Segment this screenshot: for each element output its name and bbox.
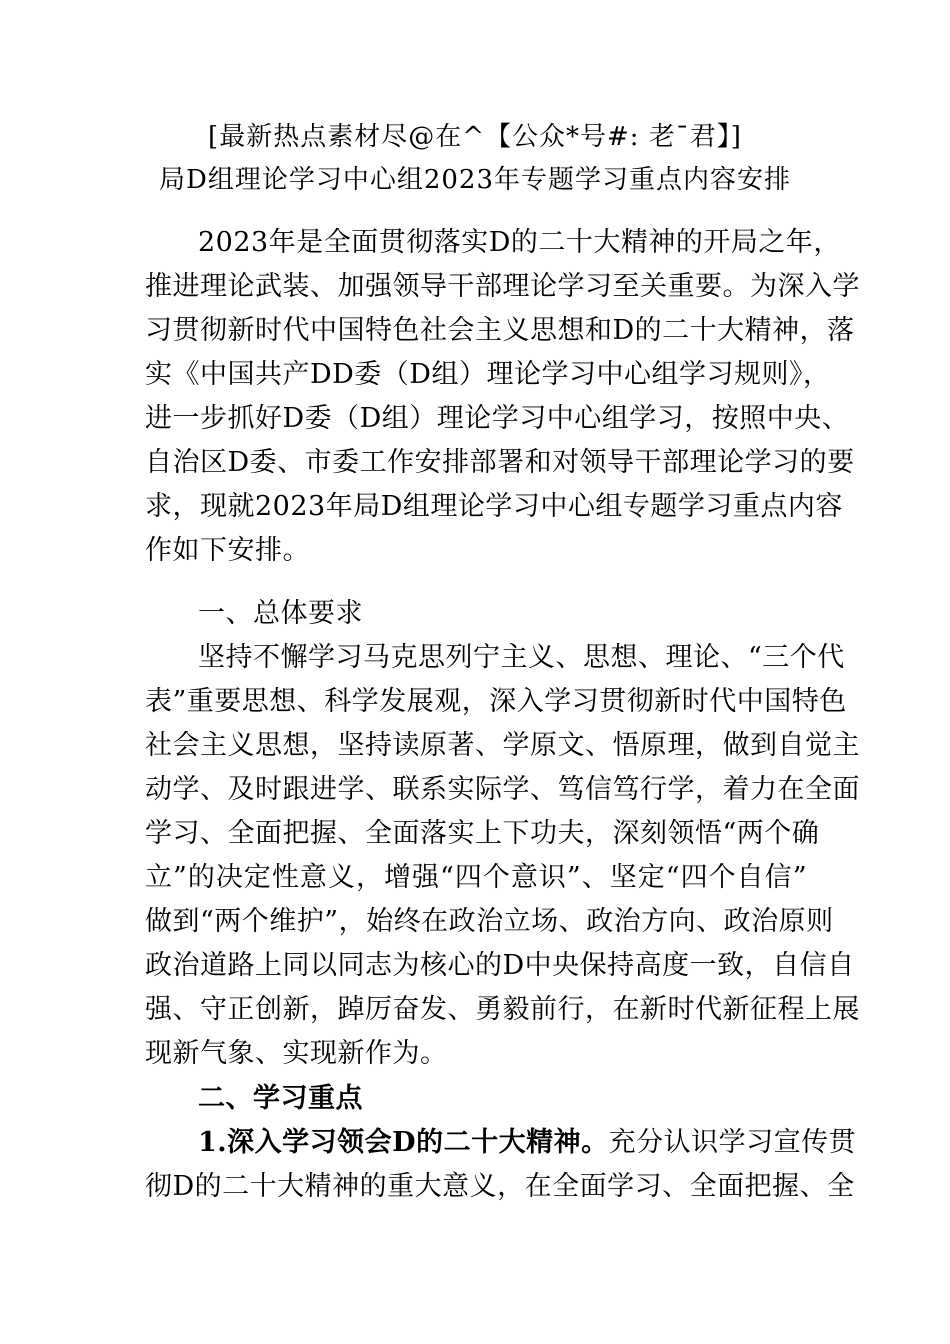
paragraph-line: 立”的决定性意义，增强“四个意识”、坚定“四个自信” xyxy=(145,862,807,893)
paragraph-line: 表”重要思想、科学发展观，深入学习贯彻新时代中国特色 xyxy=(145,686,847,717)
section-heading-general-requirements: 一、总体要求 xyxy=(198,598,363,629)
paragraph-line: 现新气象、实现新作为。 xyxy=(145,1038,448,1069)
section-heading-study-focus: 二、学习重点 xyxy=(198,1083,363,1114)
paragraph-line: 政治道路上同以同志为核心的D中央保持高度一致，自信自 xyxy=(145,950,855,981)
watermark-line: [最新热点素材尽@在^【公众*号#: 老¯君】] xyxy=(208,122,742,152)
paragraph-line: 进一步抓好D委（D组）理论学习中心组学习，按照中央、 xyxy=(145,403,850,434)
paragraph-line: 坚持不懈学习马克思列宁主义、思想、理论、“三个代 xyxy=(198,642,845,673)
paragraph-line: 作如下安排。 xyxy=(145,535,310,566)
paragraph-line: 动学、及时跟进学、联系实际学、笃信笃行学，着力在全面 xyxy=(145,774,860,805)
paragraph-line: 做到“两个维护”，始终在政治立场、政治方向、政治原则 xyxy=(145,906,834,937)
item1-text: 充分认识学习宣传贯 xyxy=(608,1127,857,1158)
paragraph-line: 实《中国共产DD委（D组）理论学习中心组学习规则》， xyxy=(145,359,831,390)
paragraph-line: 2023年是全面贯彻落实D的二十大精神的开局之年， xyxy=(198,227,841,258)
paragraph-line: 彻D的二十大精神的重大意义，在全面学习、全面把握、全 xyxy=(145,1171,855,1202)
paragraph-line: 习贯彻新时代中国特色社会主义思想和D的二十大精神，落 xyxy=(145,315,855,346)
paragraph-line: 推进理论武装、加强领导干部理论学习至关重要。为深入学 xyxy=(145,271,860,302)
paragraph-line: 学习、全面把握、全面落实上下功夫，深刻领悟“两个确 xyxy=(145,818,820,849)
item1-bold-title: 1.深入学习领会D的二十大精神。 xyxy=(198,1127,609,1158)
paragraph-line: 求，现就2023年局D组理论学习中心组专题学习重点内容 xyxy=(145,491,843,522)
item1-first-line xyxy=(198,1121,857,1165)
paragraph-line: 强、守正创新，踔厉奋发、勇毅前行，在新时代新征程上展 xyxy=(145,994,860,1025)
paragraph-line: 社会主义思想，坚持读原著、学原文、悟原理，做到自觉主 xyxy=(145,730,860,761)
document-title: 局D组理论学习中心组2023年专题学习重点内容安排 xyxy=(158,165,791,195)
paragraph-line: 自治区D委、市委工作安排部署和对领导干部理论学习的要 xyxy=(145,447,855,478)
